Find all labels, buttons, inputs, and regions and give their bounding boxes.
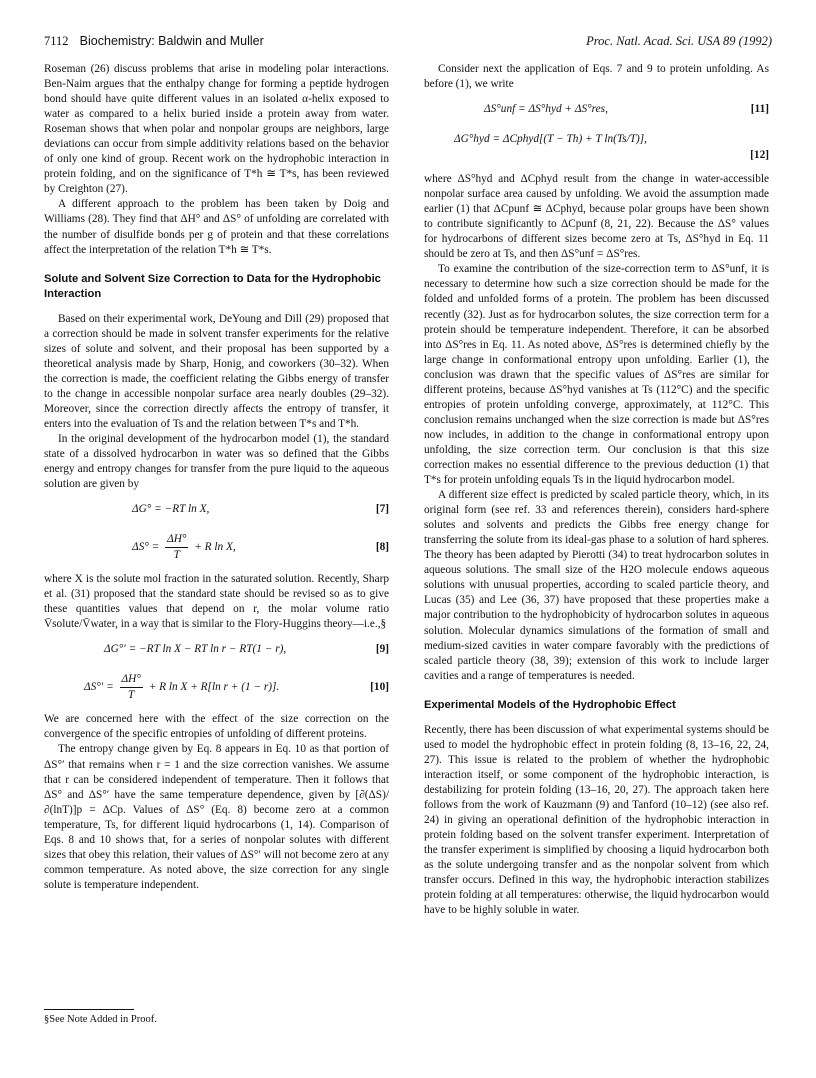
equation-body: ΔG°′ = −RT ln X − RT ln r − RT(1 − r), (104, 643, 287, 656)
equation-rhs: + R ln X + R[ln r + (1 − r)]. (148, 681, 280, 694)
right-column (424, 62, 769, 918)
fraction (165, 532, 188, 563)
equation-body: ΔG° = −RT ln X, (132, 503, 210, 516)
footnote-rule (44, 1009, 134, 1010)
journal-citation: Proc. Natl. Acad. Sci. USA 89 (1992) (586, 34, 772, 48)
equation-number: [7] (375, 503, 389, 516)
paragraph: Consider next the application of Eqs. 7 and 9 to protein unfolding. As before (1), we write (424, 63, 769, 91)
fraction-denominator: T (173, 549, 180, 562)
equation-number: [10] (370, 681, 389, 694)
running-header-left (44, 34, 264, 49)
paragraph: In the original development of the hydrocarbon model (1), the standard state of a dissolved hydrocarbon in water was so defined that the Gibbs energy and entropy changes for transfer from the pure liquid to the aqueous solution are given by (44, 432, 389, 491)
equation-8 (44, 528, 389, 566)
equation-number: [8] (375, 541, 389, 554)
section-heading: Experimental Models of the Hydrophobic Effect (424, 698, 676, 711)
footnote: §See Note Added in Proof. (44, 1014, 157, 1025)
paragraph: To examine the contribution of the size-correction term to ΔS°unf, it is necessary to determine how such a size correction should be made for the folded and unfolded forms of a protein. The problem has been discussed recently (32). Just as for hydrocarbon solutes, the size correction term for a protein should be temperature independent. Therefore, it can be absorbed into ΔS°res in Eq. 11. As noted above, ΔS°res is determined chiefly by the large change in conformational entropy upon unfolding. Earlier (1), the conclusion was drawn that the specific values of ΔS°res are similar for different proteins, because ΔS°hyd vanishes at Ts (112°C) and the specific entropies of protein unfolding converge, approximately, at 112°C. This conclusion remains unchanged when the size correction is made but ΔS°res now includes, in addition to the change in conformational entropy upon unfolding, the size correction term. Our conclusion is that this size correction makes no essential difference to the previous deduction (1) that T*s for protein unfolding equals Ts in the liquid hydrocarbon model. (424, 263, 769, 487)
paragraph: A different approach to the problem has been taken by Doig and Williams (28). They find that ΔH° and ΔS° of unfolding are correlated with the number of disulfide bonds per g of protein and that these correlations affect the interpretation of the relation T*h ≅ T*s. (44, 198, 389, 256)
equation-12 (424, 128, 769, 166)
paragraph: where ΔS°hyd and ΔCphyd result from the change in water-accessible nonpolar surface area caused by unfolding. We avoid the assumption made earlier (1) that ΔCpunf ≅ ΔCphyd, because polar groups have been shown to contribute significantly to ΔCpunf (8, 21, 22). Because the ΔS° values for hydrocarbons of different sizes become zero at Ts, ΔS°hyd in Eq. 11 should be zero at Ts, and then ΔS°unf = ΔS°res. (424, 173, 769, 261)
paragraph: Recently, there has been discussion of what experimental systems should be used to model the hydrophobic effect in protein folding (8, 13–16, 22, 24, 27). This issue is related to the problem of whether the hydrophobic interaction itself, or some component of the hydrophobic interaction, is destabilizing for protein folding (13–16, 20, 27). The approach taken here follows from the work of Kauzmann (9) and Tanford (10–12) (see also ref. 24) in giving an operational definition of the hydrophobic interaction in protein folding based on the solvent transfer experiment. Interpretation of the transfer experiment is simplified by choosing a liquid hydrocarbon both as the solute undergoing transfer and as the nonpolar solvent from which transfer occurs. Defined in this way, the hydrophobic interaction stabilizes protein folding at all temperatures: otherwise, the liquid hydrocarbon would have to be highly soluble in water. (424, 723, 769, 917)
equation-lhs: ΔS° = (132, 541, 160, 554)
equation-number: [11] (750, 103, 769, 116)
paragraph: A different size effect is predicted by scaled particle theory, which, in its original form (see ref. 33 and references therein), considers hard-sphere solutes and solvents and predicts the Gibbs free energy change for transferring the solute from its ideal-gas phase to a solution of hard spheres. The theory has been adapted by Pierotti (34) to treat hydrocarbon solutes in aqueous solutions. The small size of the H2O molecule endows aqueous solutions with unusual properties, according to scaled particle theory, and Lucas (35) and Lee (36, 37) have proposed that these properties make a major contribution to the hydrophobicity of hydrocarbon solutes in aqueous solution. Molecular dynamics simulations of the formation of small and medium-sized cavities in water compare favorably with the predictions of scaled particle theory (38, 39); extension of this work to include larger cavities and a range of temperatures is needed. (424, 489, 769, 682)
paragraph: Roseman (26) discuss problems that arise in modeling polar interactions. Ben-Naim argues that the enthalpy change for forming a peptide hydrogen bond should have quite different values in an isolated α-helix exposed to water as compared to a helix buried inside a protein away from water. Roseman shows that when polar and nonpolar groups are neighbors, large deviations can occur from simple additivity relations based on the behavior of only one kind of group. Recent work on the hydrophobic interaction in protein folding, and on the significance of T*h ≅ T*s, has been reviewed by Creighton (27). (44, 63, 389, 196)
fraction-denominator: T (128, 689, 135, 702)
equation-body: ΔS°unf = ΔS°hyd + ΔS°res, (484, 103, 608, 116)
equation-7 (44, 498, 389, 522)
paragraph: The entropy change given by Eq. 8 appears in Eq. 10 as that portion of ΔS°′ that remains when r = 1 and the size correction vanishes. We assume that r can be considered independent of temperature. Then it follows that ΔS° and ΔS°′ have the same temperature dependence, given by [∂(ΔS)/∂(lnT)]p = ΔCp. Values of ΔS° (Eq. 8) become zero at a common temperature, Ts, for different liquid hydrocarbons (1, 14). Comparison of Eqs. 8 and 10 shows that, for a series of nonpolar solutes with different sizes that obey this relation, their values of ΔS°′ will not become zero at any common temperature. As noted above, the size correction for any single solute is temperature independent. (44, 743, 389, 891)
fraction-numerator: ΔH° (165, 532, 188, 548)
paragraph: Based on their experimental work, DeYoung and Dill (29) proposed that a correction should be made in solvent transfer experiments for the relative sizes of solute and solvent, and their proposal has been supported by a theoretical analysis made by Sharp, Honig, and coworkers (30–32). When the correction is made, the coefficient relating the Gibbs energy of transfer to the change in accessible nonpolar surface area nearly doubles (29–32). Moreover, since the correction directly affects the entropy of transfer, it enters into the evaluation of Ts and the relation between T*s and T*h. (44, 312, 389, 430)
fraction (120, 672, 143, 703)
page-number: 7112 (44, 34, 69, 48)
paragraph: where X is the solute mol fraction in the saturated solution. Recently, Sharp et al. (31) proposed that the standard state should be revised so as to give these quantities values that depend on r, the molar volume ratio V̄solute/V̄water, in a way that is similar to the Flory-Huggins theory—i.e.,§ (44, 573, 389, 631)
equation-number: [9] (375, 643, 389, 656)
fraction-numerator: ΔH° (120, 672, 143, 688)
equation-9 (44, 638, 389, 662)
journal-section: Biochemistry: Baldwin and Muller (79, 34, 264, 48)
section-heading: Solute and Solvent Size Correction to Data for the Hydrophobic Interaction (44, 272, 381, 300)
equation-body: ΔG°hyd = ΔCphyd[(T − Th) + T ln(Ts/T)], (454, 133, 647, 146)
equation-number: [12] (750, 149, 769, 162)
equation-10 (44, 668, 389, 706)
left-column (44, 62, 389, 893)
equation-rhs: + R ln X, (194, 541, 236, 554)
equation-lhs: ΔS°′ = (84, 681, 114, 694)
paragraph: We are concerned here with the effect of the size correction on the convergence of the specific entropies of unfolding of different proteins. (44, 713, 389, 741)
equation-11 (424, 98, 769, 122)
